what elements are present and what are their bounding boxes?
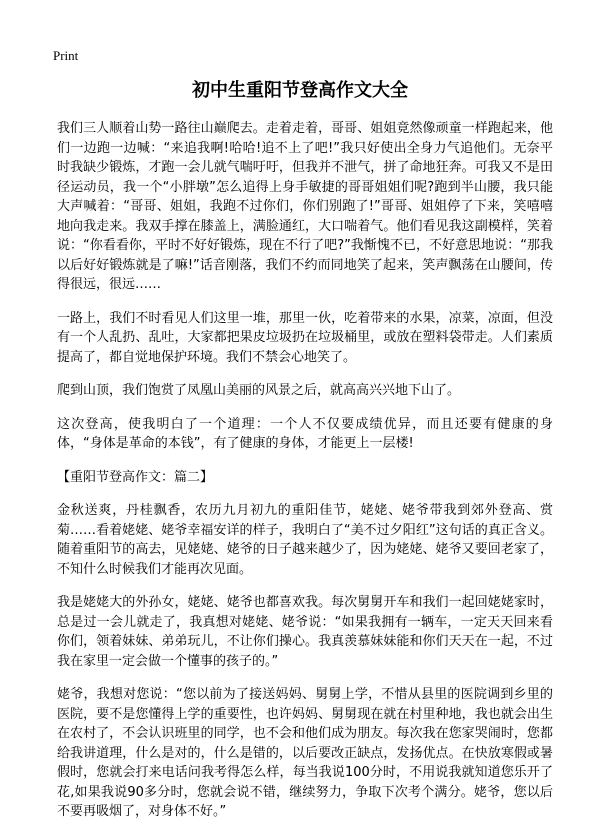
paragraph: 爬到山顶，我们饱赏了凤凰山美丽的风景之后，就高高兴兴地下山了。	[57, 383, 461, 398]
article-body	[57, 119, 553, 836]
paragraph: 我是姥姥大的外孙女，姥姥、姥爷也都喜欢我。每次舅舅开车和我们一起回姥姥家时，总是过一会儿就走了，我真想对姥姥、姥爷说：“如果我拥有一辆车，一定天天回来看你们，领着妹妹、弟弟玩儿，不让你们操心。我真羡慕妹妹能和你们天天在一起，不过我在家里一定会做一个懂事的孩子的。”	[57, 595, 553, 669]
print-link[interactable]: Print	[53, 48, 79, 63]
paragraph: 这次登高，使我明白了一个道理：一个人不仅要成绩优异，而且还要有健康的身体，“身体是革命的本钱”，有了健康的身体，才能更上一层楼!	[57, 416, 553, 451]
paragraph: 一路上，我们不时看见人们这里一堆，那里一伙，吃着带来的水果，凉菜，凉面，但没有一个人乱扔、乱吐，大家都把果皮垃圾扔在垃圾桶里，或放在塑料袋带走。人们素质提高了，都自觉地保护环境。我们不禁会心地笑了。	[57, 310, 553, 365]
section-heading: 【重阳节登高作文：篇二】	[57, 469, 214, 485]
paragraph: 金秋送爽，丹桂飘香，农历九月初九的重阳佳节，姥姥、姥爷带我到郊外登高、赏菊……看着姥姥、姥爷幸福安详的样子，我明白了“美不过夕阳红”这句话的真正含义。随着重阳节的高去，见姥姥、姥爷的日子越来越少了，因为姥姥、姥爷又要回老家了，不知什么时候我们才能再次见面。	[57, 503, 553, 577]
paragraph: 姥爷，我想对您说：“您以前为了接送妈妈、舅舅上学，不惜从县里的医院调到乡里的医院，要不是您懂得上学的重要性，也许妈妈、舅舅现在就在村里种地，我也就会出生在农村了，不会认识班里的同学，也不会和他们成为朋友。每次我在您家哭闹时，您都给我讲道理，什么是对的，什么是错的，以后要改正缺点，发扬优点。在快放寒假或暑假时，您就会打来电话问我考得怎么样，每当我说100分时，不用说我就知道您乐开了花,如果我说90多分时，您就会说不错，继续努力，争取下次考个满分。姥爷，您以后不要再吸烟了，对身体不好。”	[57, 687, 553, 819]
page-title: 初中生重阳节登高作文大全	[192, 80, 408, 101]
paragraph: 我们三人顺着山势一路往山巅爬去。走着走着，哥哥、姐姐竟然像顽童一样跑起来，他们一边跑一边喊：“来追我啊!哈哈!追不上了吧!”我只好使出全身力气追他们。无奈平时我缺少锻炼，才跑一会儿就气喘吁吁，但我并不泄气，拼了命地狂奔。可我又不是田径运动员，我一个“小胖墩”怎么追得上身手敏捷的哥哥姐姐们呢?跑到半山腰，我只能大声喊着：“哥哥、姐姐，我跑不过你们，你们别跑了!”哥哥、姐姐停了下来，笑嘻嘻地向我走来。我双手撑在膝盖上，满脸通红，大口喘着气。他们看见我这副模样，笑着说：“你看看你，平时不好好锻炼，现在不行了吧?”我惭愧不已，不好意思地说：“那我以后好好锻炼就是了嘛!”话音刚落，我们不约而同地笑了起来，笑声飘荡在山腰间，传得很远，很远……	[57, 121, 553, 292]
